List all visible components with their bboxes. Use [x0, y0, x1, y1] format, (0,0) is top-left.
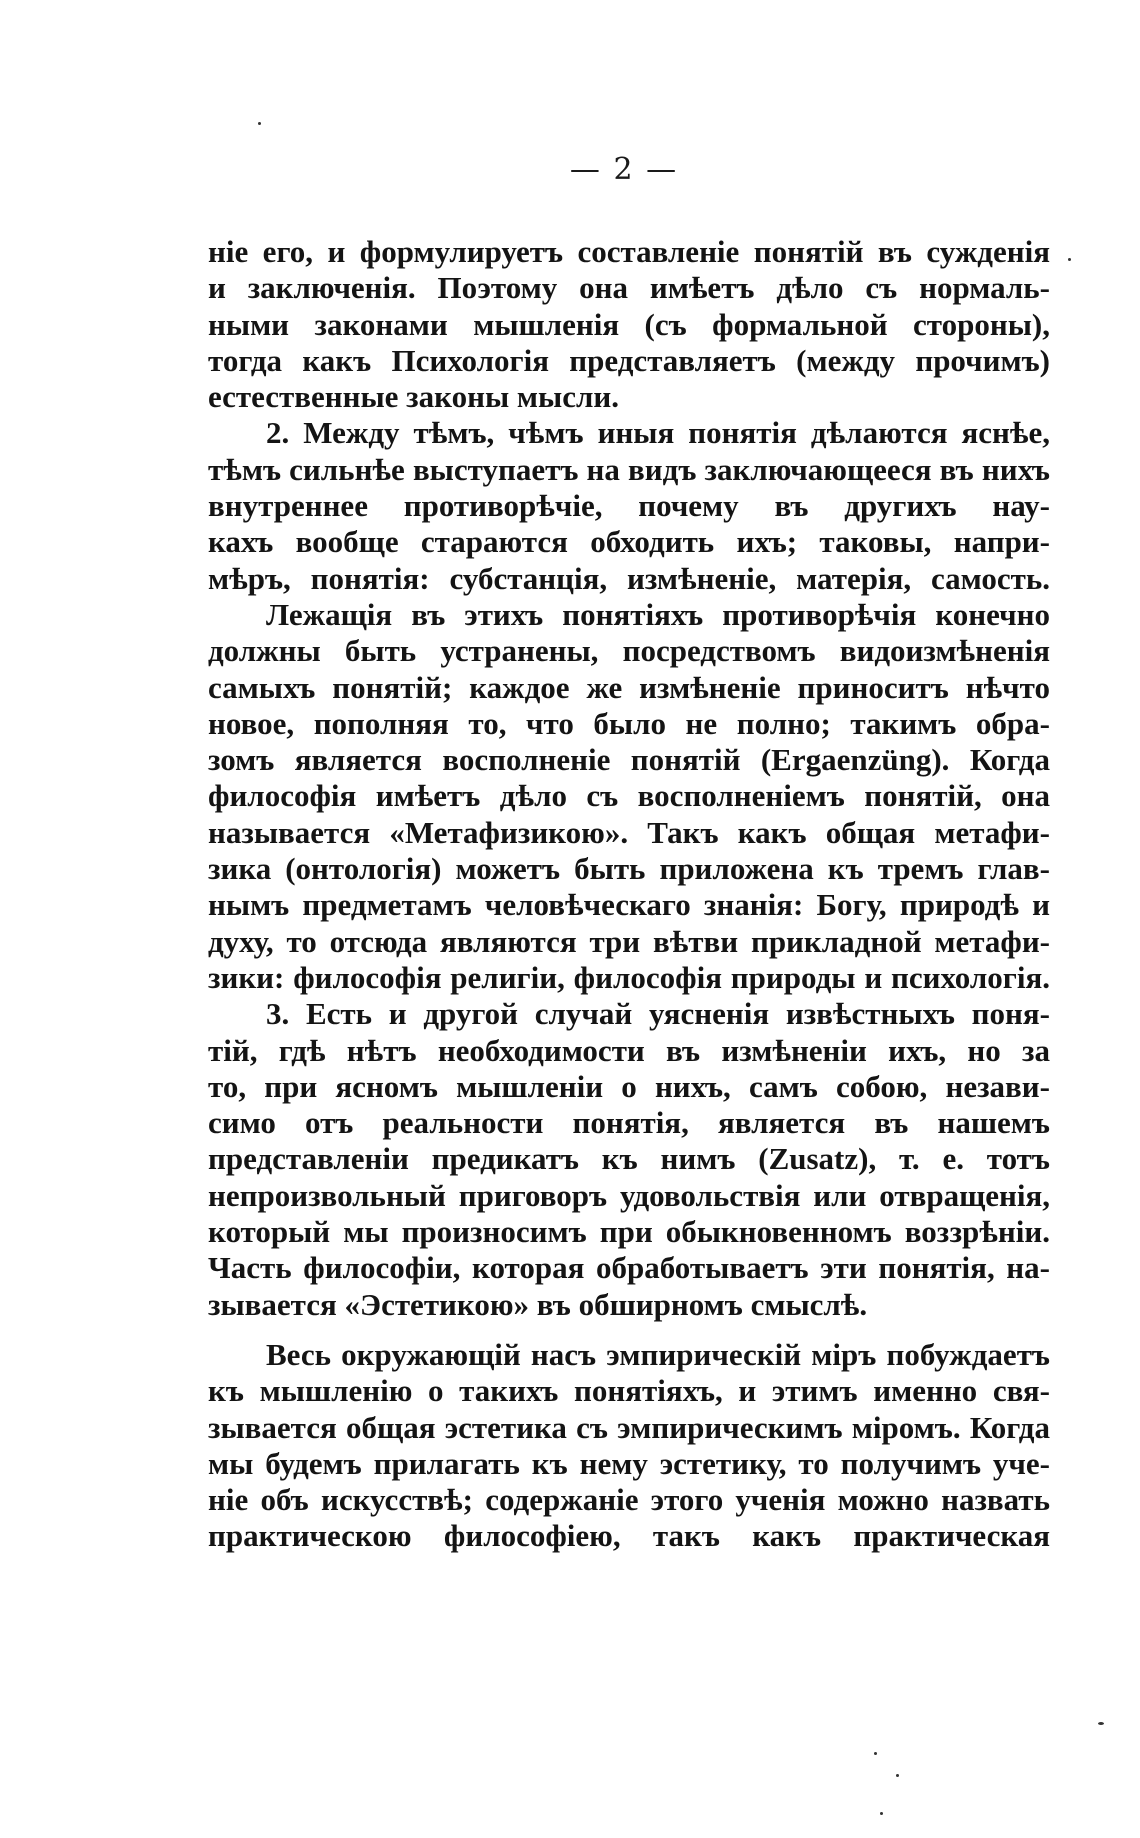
text-line: самыхъ понятій; каждое же измѣненіе приноситъ нѣчто	[208, 669, 1050, 705]
text-line: духу, то отсюда являются три вѣтви прикладной метафи-	[208, 923, 1050, 959]
text-line: нымъ предметамъ человѣческаго знанія: Богу, природѣ и	[208, 887, 1050, 923]
text-line: непроизвольный приговоръ удовольствія или отвращенія,	[208, 1177, 1050, 1213]
text-line: то, при ясномъ мышленіи о нихъ, самъ собою, незави-	[208, 1068, 1050, 1104]
scan-speck	[874, 1752, 877, 1755]
text-line: тѣмъ сильнѣе выступаетъ на видъ заключающееся въ нихъ	[208, 451, 1050, 487]
text-line: зика (онтологія) можетъ быть приложена къ тремъ глав-	[208, 851, 1050, 887]
text-line: практическою философіею, такъ какъ практическая	[208, 1518, 1050, 1554]
text-line: тогда какъ Психологія представляетъ (между прочимъ)	[208, 342, 1050, 378]
text-line: ніе его, и формулируетъ составленіе понятій въ сужденія	[208, 234, 1050, 269]
text-line: зывается «Эстетикою» въ обширномъ смыслѣ.	[208, 1286, 868, 1322]
text-line: философія имѣетъ дѣло съ восполненіемъ понятій, она	[208, 778, 1050, 814]
scan-speck	[880, 1812, 883, 1815]
text-line: называется «Метафизикою». Такъ какъ общая метафи-	[208, 814, 1050, 850]
text-line: зывается общая эстетика съ эмпирическимъ міромъ. Когда	[208, 1409, 1050, 1445]
text-line: который мы произносимъ при обыкновенномъ воззрѣніи.	[208, 1214, 1050, 1250]
scan-speck	[1098, 1722, 1104, 1725]
scan-speck	[258, 122, 261, 125]
text-line: тій, гдѣ нѣтъ необходимости въ измѣненіи ихъ, но за	[208, 1032, 1050, 1068]
text-line: мѣръ, понятія: субстанція, измѣненіе, матерія, самость.	[208, 560, 1050, 596]
text-line: зомъ является восполненіе понятій (Ergaenzüng). Когда	[208, 742, 1050, 778]
text-line: Часть философіи, которая обработываетъ эти понятія, на-	[208, 1250, 1050, 1286]
text-line: мы будемъ прилагать къ нему эстетику, то получимъ уче-	[208, 1445, 1050, 1481]
text-line: къ мышленію о такихъ понятіяхъ, и этимъ именно свя-	[208, 1373, 1050, 1409]
text-line: симо отъ реальности понятія, является въ нашемъ	[208, 1105, 1050, 1141]
text-line: должны быть устранены, посредствомъ видоизмѣненія	[208, 633, 1050, 669]
text-line: представленіи предикатъ къ нимъ (Zusatz), т. е. тотъ	[208, 1141, 1050, 1177]
text-line: ніе объ искусствѣ; содержаніе этого ученія можно назвать	[208, 1482, 1050, 1518]
text-line: кахъ вообще стараются обходить ихъ; таковы, напри-	[208, 524, 1050, 560]
scan-speck	[896, 1774, 899, 1777]
text-line: ными законами мышленія (съ формальной стороны),	[208, 306, 1050, 342]
text-line: Лежащія въ этихъ понятіяхъ противорѣчія конечно	[266, 596, 1050, 632]
paragraph-gap	[208, 1323, 1050, 1337]
page-number: — 2 —	[569, 152, 679, 187]
scan-speck	[1068, 258, 1071, 261]
text-line: зики: философія религіи, философія природы и психологія.	[208, 959, 1050, 995]
text-line: естественные законы мысли.	[208, 379, 619, 415]
body-text	[208, 234, 1050, 1555]
text-line: 2. Между тѣмъ, чѣмъ иныя понятія дѣлаются яснѣе,	[266, 415, 1050, 451]
text-line: и заключенія. Поэтому она имѣетъ дѣло съ нормаль-	[208, 270, 1050, 306]
text-line: внутреннее противорѣчіе, почему въ другихъ нау-	[208, 488, 1050, 524]
text-line: новое, пополняя то, что было не полно; такимъ обра-	[208, 705, 1050, 741]
text-line: Весь окружающій насъ эмпирическій міръ побуждаетъ	[266, 1336, 1050, 1372]
text-line: 3. Есть и другой случай уясненія извѣстныхъ поня-	[266, 996, 1050, 1032]
